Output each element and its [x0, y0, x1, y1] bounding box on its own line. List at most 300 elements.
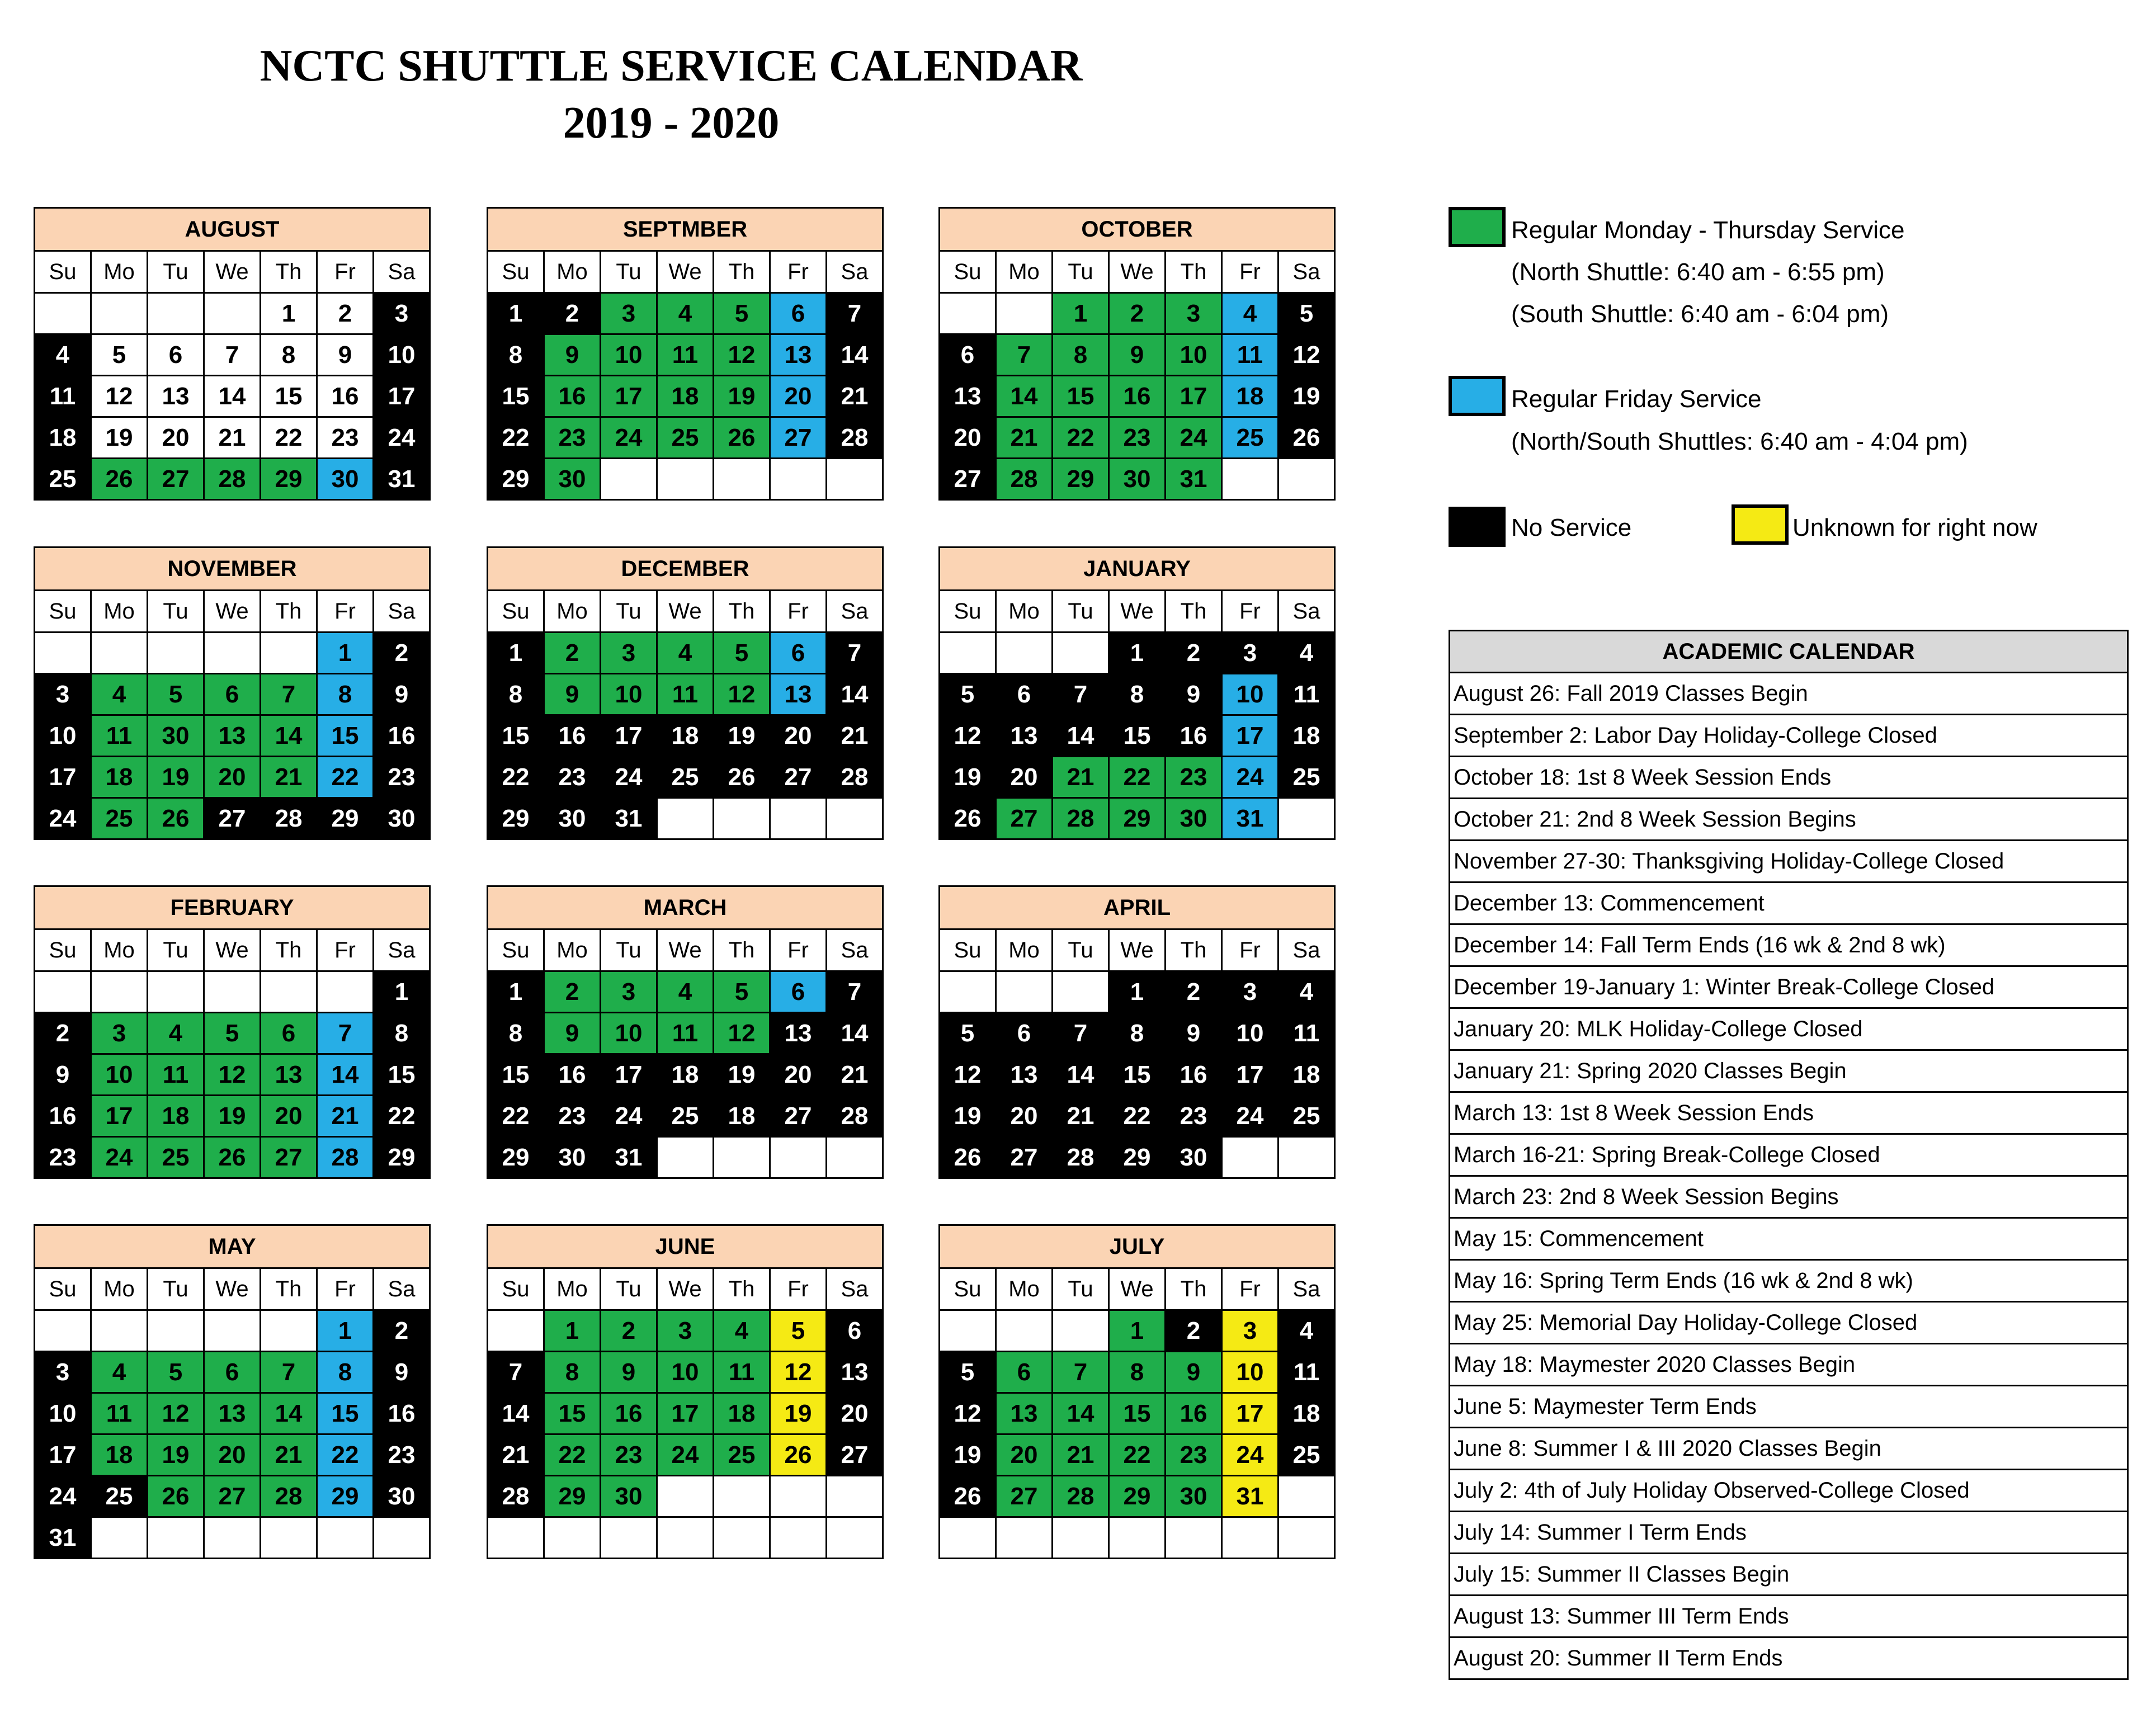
day-cell: 1: [261, 293, 317, 334]
weekday-label: Mo: [996, 929, 1053, 971]
day-cell: [996, 971, 1053, 1013]
day-cell: 1: [317, 633, 374, 674]
week-row: [488, 715, 883, 757]
day-cell: 26: [148, 1476, 204, 1517]
weekday-label: Sa: [827, 251, 883, 293]
day-cell: 27: [940, 459, 996, 500]
weekday-label: Fr: [317, 929, 374, 971]
day-cell: [204, 293, 261, 334]
day-cell: 5: [714, 633, 770, 674]
day-cell: [148, 293, 204, 334]
week-row: [488, 1013, 883, 1054]
weekday-label: Mo: [91, 929, 148, 971]
day-cell: 19: [204, 1096, 261, 1137]
day-cell: 9: [544, 334, 601, 376]
day-cell: [657, 1137, 714, 1178]
day-cell: [148, 633, 204, 674]
day-cell: 8: [374, 1013, 430, 1054]
day-cell: 1: [488, 633, 544, 674]
day-cell: 26: [1278, 417, 1335, 459]
month-table-april: [938, 885, 1336, 1179]
day-cell: 4: [148, 1013, 204, 1054]
day-cell: 8: [261, 334, 317, 376]
week-row: [488, 674, 883, 715]
weekday-label: Sa: [374, 1268, 430, 1310]
day-cell: 12: [91, 376, 148, 417]
academic-calendar-item: May 16: Spring Term Ends (16 wk & 2nd 8 wk): [1450, 1260, 2128, 1302]
day-cell: 15: [261, 376, 317, 417]
day-cell: 15: [374, 1054, 430, 1096]
academic-calendar-item: October 21: 2nd 8 Week Session Begins: [1450, 799, 2128, 841]
weekday-label: Tu: [601, 1268, 657, 1310]
day-cell: 21: [261, 757, 317, 798]
month-table-february: [34, 885, 431, 1179]
day-cell: 1: [1109, 971, 1166, 1013]
day-cell: 1: [1109, 1310, 1166, 1352]
day-cell: 23: [544, 757, 601, 798]
day-cell: 25: [657, 757, 714, 798]
day-cell: 18: [91, 1434, 148, 1476]
week-row: [940, 334, 1335, 376]
day-cell: 14: [261, 1393, 317, 1434]
day-cell: 5: [714, 971, 770, 1013]
week-row: [35, 417, 430, 459]
month-table-november: [34, 546, 431, 840]
day-cell: 14: [488, 1393, 544, 1434]
day-cell: [317, 971, 374, 1013]
week-row: [940, 798, 1335, 839]
day-cell: 17: [1222, 1393, 1278, 1434]
day-cell: [827, 1517, 883, 1559]
week-row: [35, 1434, 430, 1476]
day-cell: 28: [996, 459, 1053, 500]
day-cell: 3: [1222, 633, 1278, 674]
week-row: [940, 1352, 1335, 1393]
weekday-label: Fr: [770, 591, 827, 633]
day-cell: [204, 1310, 261, 1352]
month-table-march: [487, 885, 884, 1179]
day-cell: 15: [1109, 1054, 1166, 1096]
day-cell: 4: [1278, 971, 1335, 1013]
day-cell: 3: [1222, 971, 1278, 1013]
week-row: [488, 1137, 883, 1178]
day-cell: 24: [374, 417, 430, 459]
day-cell: 25: [91, 798, 148, 839]
week-row: [940, 1434, 1335, 1476]
week-row: [940, 1310, 1335, 1352]
academic-calendar-item: December 13: Commencement: [1450, 883, 2128, 924]
legend-south-hours: (South Shuttle: 6:40 am - 6:04 pm): [1511, 300, 1889, 328]
week-row: [35, 757, 430, 798]
day-cell: 24: [1222, 1096, 1278, 1137]
academic-calendar-item: July 2: 4th of July Holiday Observed-College Closed: [1450, 1470, 2128, 1512]
day-cell: 5: [940, 1352, 996, 1393]
day-cell: [1278, 1476, 1335, 1517]
day-cell: 2: [601, 1310, 657, 1352]
week-row: [940, 1013, 1335, 1054]
day-cell: 10: [1222, 1352, 1278, 1393]
weekday-label: Th: [1166, 591, 1222, 633]
day-cell: 6: [996, 1352, 1053, 1393]
day-cell: 5: [1278, 293, 1335, 334]
day-cell: 6: [261, 1013, 317, 1054]
day-cell: 15: [1053, 376, 1109, 417]
day-cell: 6: [827, 1310, 883, 1352]
day-cell: 12: [940, 1054, 996, 1096]
legend-label-unknown: Unknown for right now: [1792, 514, 2037, 541]
day-cell: 2: [374, 633, 430, 674]
day-cell: 10: [657, 1352, 714, 1393]
day-cell: 22: [317, 757, 374, 798]
day-cell: 29: [1109, 798, 1166, 839]
page-subtitle-years: 2019 - 2020: [563, 98, 780, 148]
week-row: [488, 971, 883, 1013]
day-cell: 6: [204, 1352, 261, 1393]
day-cell: 3: [601, 293, 657, 334]
day-cell: [204, 971, 261, 1013]
day-cell: 10: [1222, 674, 1278, 715]
day-cell: [91, 633, 148, 674]
day-cell: 9: [1109, 334, 1166, 376]
day-cell: 20: [996, 757, 1053, 798]
week-row: [940, 1517, 1335, 1559]
day-cell: [1222, 459, 1278, 500]
month-header: MAY: [35, 1225, 430, 1268]
day-cell: [1222, 1137, 1278, 1178]
day-cell: 8: [488, 1013, 544, 1054]
day-cell: 24: [35, 1476, 91, 1517]
day-cell: 15: [488, 376, 544, 417]
weekday-label: Tu: [148, 929, 204, 971]
day-cell: 14: [1053, 1054, 1109, 1096]
weekday-label: We: [1109, 1268, 1166, 1310]
weekday-label: Sa: [827, 591, 883, 633]
day-cell: 25: [91, 1476, 148, 1517]
day-cell: 16: [317, 376, 374, 417]
day-cell: 9: [1166, 1352, 1222, 1393]
week-row: [940, 1137, 1335, 1178]
day-cell: [148, 1310, 204, 1352]
week-row: [940, 971, 1335, 1013]
day-cell: 29: [488, 459, 544, 500]
weekday-label: Th: [261, 929, 317, 971]
weekday-label: We: [657, 929, 714, 971]
day-cell: [261, 1310, 317, 1352]
weekday-label: Mo: [91, 1268, 148, 1310]
day-cell: 20: [770, 715, 827, 757]
day-cell: 3: [601, 633, 657, 674]
weekday-label: Mo: [544, 1268, 601, 1310]
day-cell: 5: [148, 1352, 204, 1393]
day-cell: 13: [204, 715, 261, 757]
month-table-december: [487, 546, 884, 840]
weekday-label: Tu: [601, 929, 657, 971]
day-cell: 18: [714, 1393, 770, 1434]
day-cell: [261, 633, 317, 674]
week-row: [35, 334, 430, 376]
day-cell: 16: [1166, 1054, 1222, 1096]
weekday-label: Mo: [996, 1268, 1053, 1310]
day-cell: 1: [488, 971, 544, 1013]
day-cell: 23: [1109, 417, 1166, 459]
weekday-label: We: [1109, 591, 1166, 633]
day-cell: 4: [714, 1310, 770, 1352]
day-cell: 28: [261, 798, 317, 839]
week-row: [35, 293, 430, 334]
day-cell: 1: [374, 971, 430, 1013]
weekday-label: We: [204, 1268, 261, 1310]
weekday-label: We: [1109, 929, 1166, 971]
day-cell: 10: [601, 1013, 657, 1054]
day-cell: 7: [261, 1352, 317, 1393]
weekday-label: Tu: [601, 591, 657, 633]
day-cell: 11: [1278, 674, 1335, 715]
week-row: [940, 715, 1335, 757]
day-cell: 16: [1166, 715, 1222, 757]
weekday-label: Fr: [317, 1268, 374, 1310]
weekday-label: Sa: [1278, 591, 1335, 633]
weekday-label: Th: [1166, 929, 1222, 971]
day-cell: 25: [1278, 1434, 1335, 1476]
day-cell: 25: [657, 417, 714, 459]
day-cell: 17: [1166, 376, 1222, 417]
day-cell: 4: [1222, 293, 1278, 334]
day-cell: 30: [1166, 1476, 1222, 1517]
day-cell: 11: [91, 1393, 148, 1434]
day-cell: 9: [544, 1013, 601, 1054]
day-cell: 11: [657, 674, 714, 715]
weekday-label: Tu: [148, 1268, 204, 1310]
day-cell: 22: [317, 1434, 374, 1476]
legend-swatch-regular-fri: [1449, 376, 1506, 416]
day-cell: 11: [714, 1352, 770, 1393]
academic-calendar-item: January 20: MLK Holiday-College Closed: [1450, 1008, 2128, 1050]
legend-label-no-service: No Service: [1511, 514, 1632, 541]
weekday-label: Tu: [148, 591, 204, 633]
day-cell: 11: [657, 1013, 714, 1054]
day-cell: 11: [657, 334, 714, 376]
weekday-label: Fr: [1222, 1268, 1278, 1310]
day-cell: 23: [35, 1137, 91, 1178]
day-cell: 28: [827, 757, 883, 798]
month-table-may: [34, 1224, 431, 1559]
day-cell: 29: [317, 798, 374, 839]
week-row: [488, 1054, 883, 1096]
day-cell: 12: [204, 1054, 261, 1096]
day-cell: 11: [148, 1054, 204, 1096]
day-cell: 1: [1109, 633, 1166, 674]
weekday-label: We: [657, 251, 714, 293]
day-cell: [770, 1137, 827, 1178]
weekday-label: We: [204, 251, 261, 293]
day-cell: 31: [1222, 798, 1278, 839]
week-row: [488, 1096, 883, 1137]
day-cell: 8: [317, 1352, 374, 1393]
month-header: JUNE: [488, 1225, 883, 1268]
day-cell: 16: [374, 715, 430, 757]
weekday-label: Su: [940, 929, 996, 971]
day-cell: 8: [317, 674, 374, 715]
day-cell: 7: [317, 1013, 374, 1054]
week-row: [35, 1476, 430, 1517]
weekday-label: Su: [488, 591, 544, 633]
weekday-label: Su: [940, 1268, 996, 1310]
day-cell: [657, 798, 714, 839]
day-cell: [996, 633, 1053, 674]
day-cell: 6: [770, 293, 827, 334]
day-cell: 23: [1166, 1096, 1222, 1137]
weekday-label: Th: [1166, 251, 1222, 293]
week-row: [488, 417, 883, 459]
day-cell: 6: [770, 971, 827, 1013]
day-cell: 13: [148, 376, 204, 417]
day-cell: [91, 971, 148, 1013]
weekday-label: Tu: [1053, 1268, 1109, 1310]
day-cell: 15: [1109, 715, 1166, 757]
day-cell: 9: [1166, 1013, 1222, 1054]
day-cell: 6: [770, 633, 827, 674]
weekday-label: Fr: [317, 251, 374, 293]
academic-calendar-header: ACADEMIC CALENDAR: [1450, 631, 2128, 673]
day-cell: 20: [204, 757, 261, 798]
day-cell: [1053, 1517, 1109, 1559]
week-row: [488, 798, 883, 839]
day-cell: 14: [261, 715, 317, 757]
week-row: [35, 715, 430, 757]
day-cell: 14: [827, 334, 883, 376]
weekday-label: Sa: [827, 1268, 883, 1310]
weekday-label: Sa: [374, 929, 430, 971]
week-row: [35, 798, 430, 839]
weekday-label: Mo: [544, 591, 601, 633]
month-header: NOVEMBER: [35, 548, 430, 591]
day-cell: 2: [1166, 1310, 1222, 1352]
day-cell: 10: [35, 1393, 91, 1434]
day-cell: [91, 1310, 148, 1352]
day-cell: 18: [1278, 1054, 1335, 1096]
day-cell: 30: [317, 459, 374, 500]
day-cell: [940, 633, 996, 674]
day-cell: 19: [770, 1393, 827, 1434]
academic-calendar-item: March 13: 1st 8 Week Session Ends: [1450, 1092, 2128, 1134]
month-header: FEBRUARY: [35, 886, 430, 929]
day-cell: 9: [1166, 674, 1222, 715]
week-row: [35, 1137, 430, 1178]
day-cell: 27: [261, 1137, 317, 1178]
day-cell: [1278, 1137, 1335, 1178]
day-cell: [714, 1517, 770, 1559]
weekday-label: Su: [488, 1268, 544, 1310]
week-row: [488, 757, 883, 798]
day-cell: [770, 1517, 827, 1559]
week-row: [488, 293, 883, 334]
day-cell: 13: [996, 1054, 1053, 1096]
day-cell: [35, 293, 91, 334]
day-cell: 9: [35, 1054, 91, 1096]
weekday-label: Su: [35, 591, 91, 633]
day-cell: 31: [374, 459, 430, 500]
academic-calendar-item: July 15: Summer II Classes Begin: [1450, 1554, 2128, 1596]
day-cell: 23: [544, 1096, 601, 1137]
day-cell: 3: [374, 293, 430, 334]
month-table-june: [487, 1224, 884, 1559]
month-header: OCTOBER: [940, 208, 1335, 251]
day-cell: 12: [940, 715, 996, 757]
day-cell: 17: [601, 1054, 657, 1096]
day-cell: 2: [544, 633, 601, 674]
day-cell: 24: [601, 417, 657, 459]
day-cell: 25: [1278, 757, 1335, 798]
day-cell: 10: [91, 1054, 148, 1096]
day-cell: 21: [204, 417, 261, 459]
day-cell: [261, 1517, 317, 1559]
day-cell: 13: [770, 334, 827, 376]
day-cell: 21: [1053, 757, 1109, 798]
day-cell: 18: [657, 715, 714, 757]
day-cell: 19: [714, 1054, 770, 1096]
weekday-label: Tu: [601, 251, 657, 293]
month-table-august: [34, 207, 431, 501]
weekday-label: Fr: [1222, 591, 1278, 633]
day-cell: 5: [770, 1310, 827, 1352]
academic-calendar-item: December 19-January 1: Winter Break-College Closed: [1450, 966, 2128, 1008]
day-cell: 29: [261, 459, 317, 500]
day-cell: 3: [91, 1013, 148, 1054]
day-cell: 13: [996, 1393, 1053, 1434]
day-cell: 27: [770, 757, 827, 798]
day-cell: 27: [996, 1137, 1053, 1178]
day-cell: 29: [488, 798, 544, 839]
day-cell: 7: [261, 674, 317, 715]
week-row: [35, 1393, 430, 1434]
academic-calendar-table: [1449, 630, 2129, 1680]
day-cell: 7: [1053, 674, 1109, 715]
week-row: [488, 633, 883, 674]
day-cell: 15: [1109, 1393, 1166, 1434]
legend-label-regular-fri: Regular Friday Service: [1511, 385, 1762, 413]
day-cell: 23: [1166, 1434, 1222, 1476]
day-cell: 19: [148, 757, 204, 798]
day-cell: 22: [488, 417, 544, 459]
day-cell: 8: [488, 674, 544, 715]
day-cell: [317, 1517, 374, 1559]
day-cell: 16: [1109, 376, 1166, 417]
day-cell: 31: [1166, 459, 1222, 500]
academic-calendar-item: May 18: Maymester 2020 Classes Begin: [1450, 1344, 2128, 1386]
day-cell: 4: [91, 1352, 148, 1393]
day-cell: [996, 1310, 1053, 1352]
day-cell: 12: [940, 1393, 996, 1434]
day-cell: 30: [1109, 459, 1166, 500]
weekday-label: Th: [1166, 1268, 1222, 1310]
day-cell: 24: [601, 1096, 657, 1137]
academic-calendar-item: March 16-21: Spring Break-College Closed: [1450, 1134, 2128, 1176]
day-cell: 29: [374, 1137, 430, 1178]
day-cell: 16: [544, 715, 601, 757]
weekday-label: Su: [488, 251, 544, 293]
week-row: [35, 1054, 430, 1096]
week-row: [940, 293, 1335, 334]
day-cell: 3: [35, 1352, 91, 1393]
day-cell: 14: [317, 1054, 374, 1096]
day-cell: 22: [488, 1096, 544, 1137]
legend-north-hours: (North Shuttle: 6:40 am - 6:55 pm): [1511, 258, 1885, 286]
day-cell: [714, 1476, 770, 1517]
month-header: APRIL: [940, 886, 1335, 929]
day-cell: [1222, 1517, 1278, 1559]
day-cell: 20: [770, 376, 827, 417]
day-cell: 16: [35, 1096, 91, 1137]
